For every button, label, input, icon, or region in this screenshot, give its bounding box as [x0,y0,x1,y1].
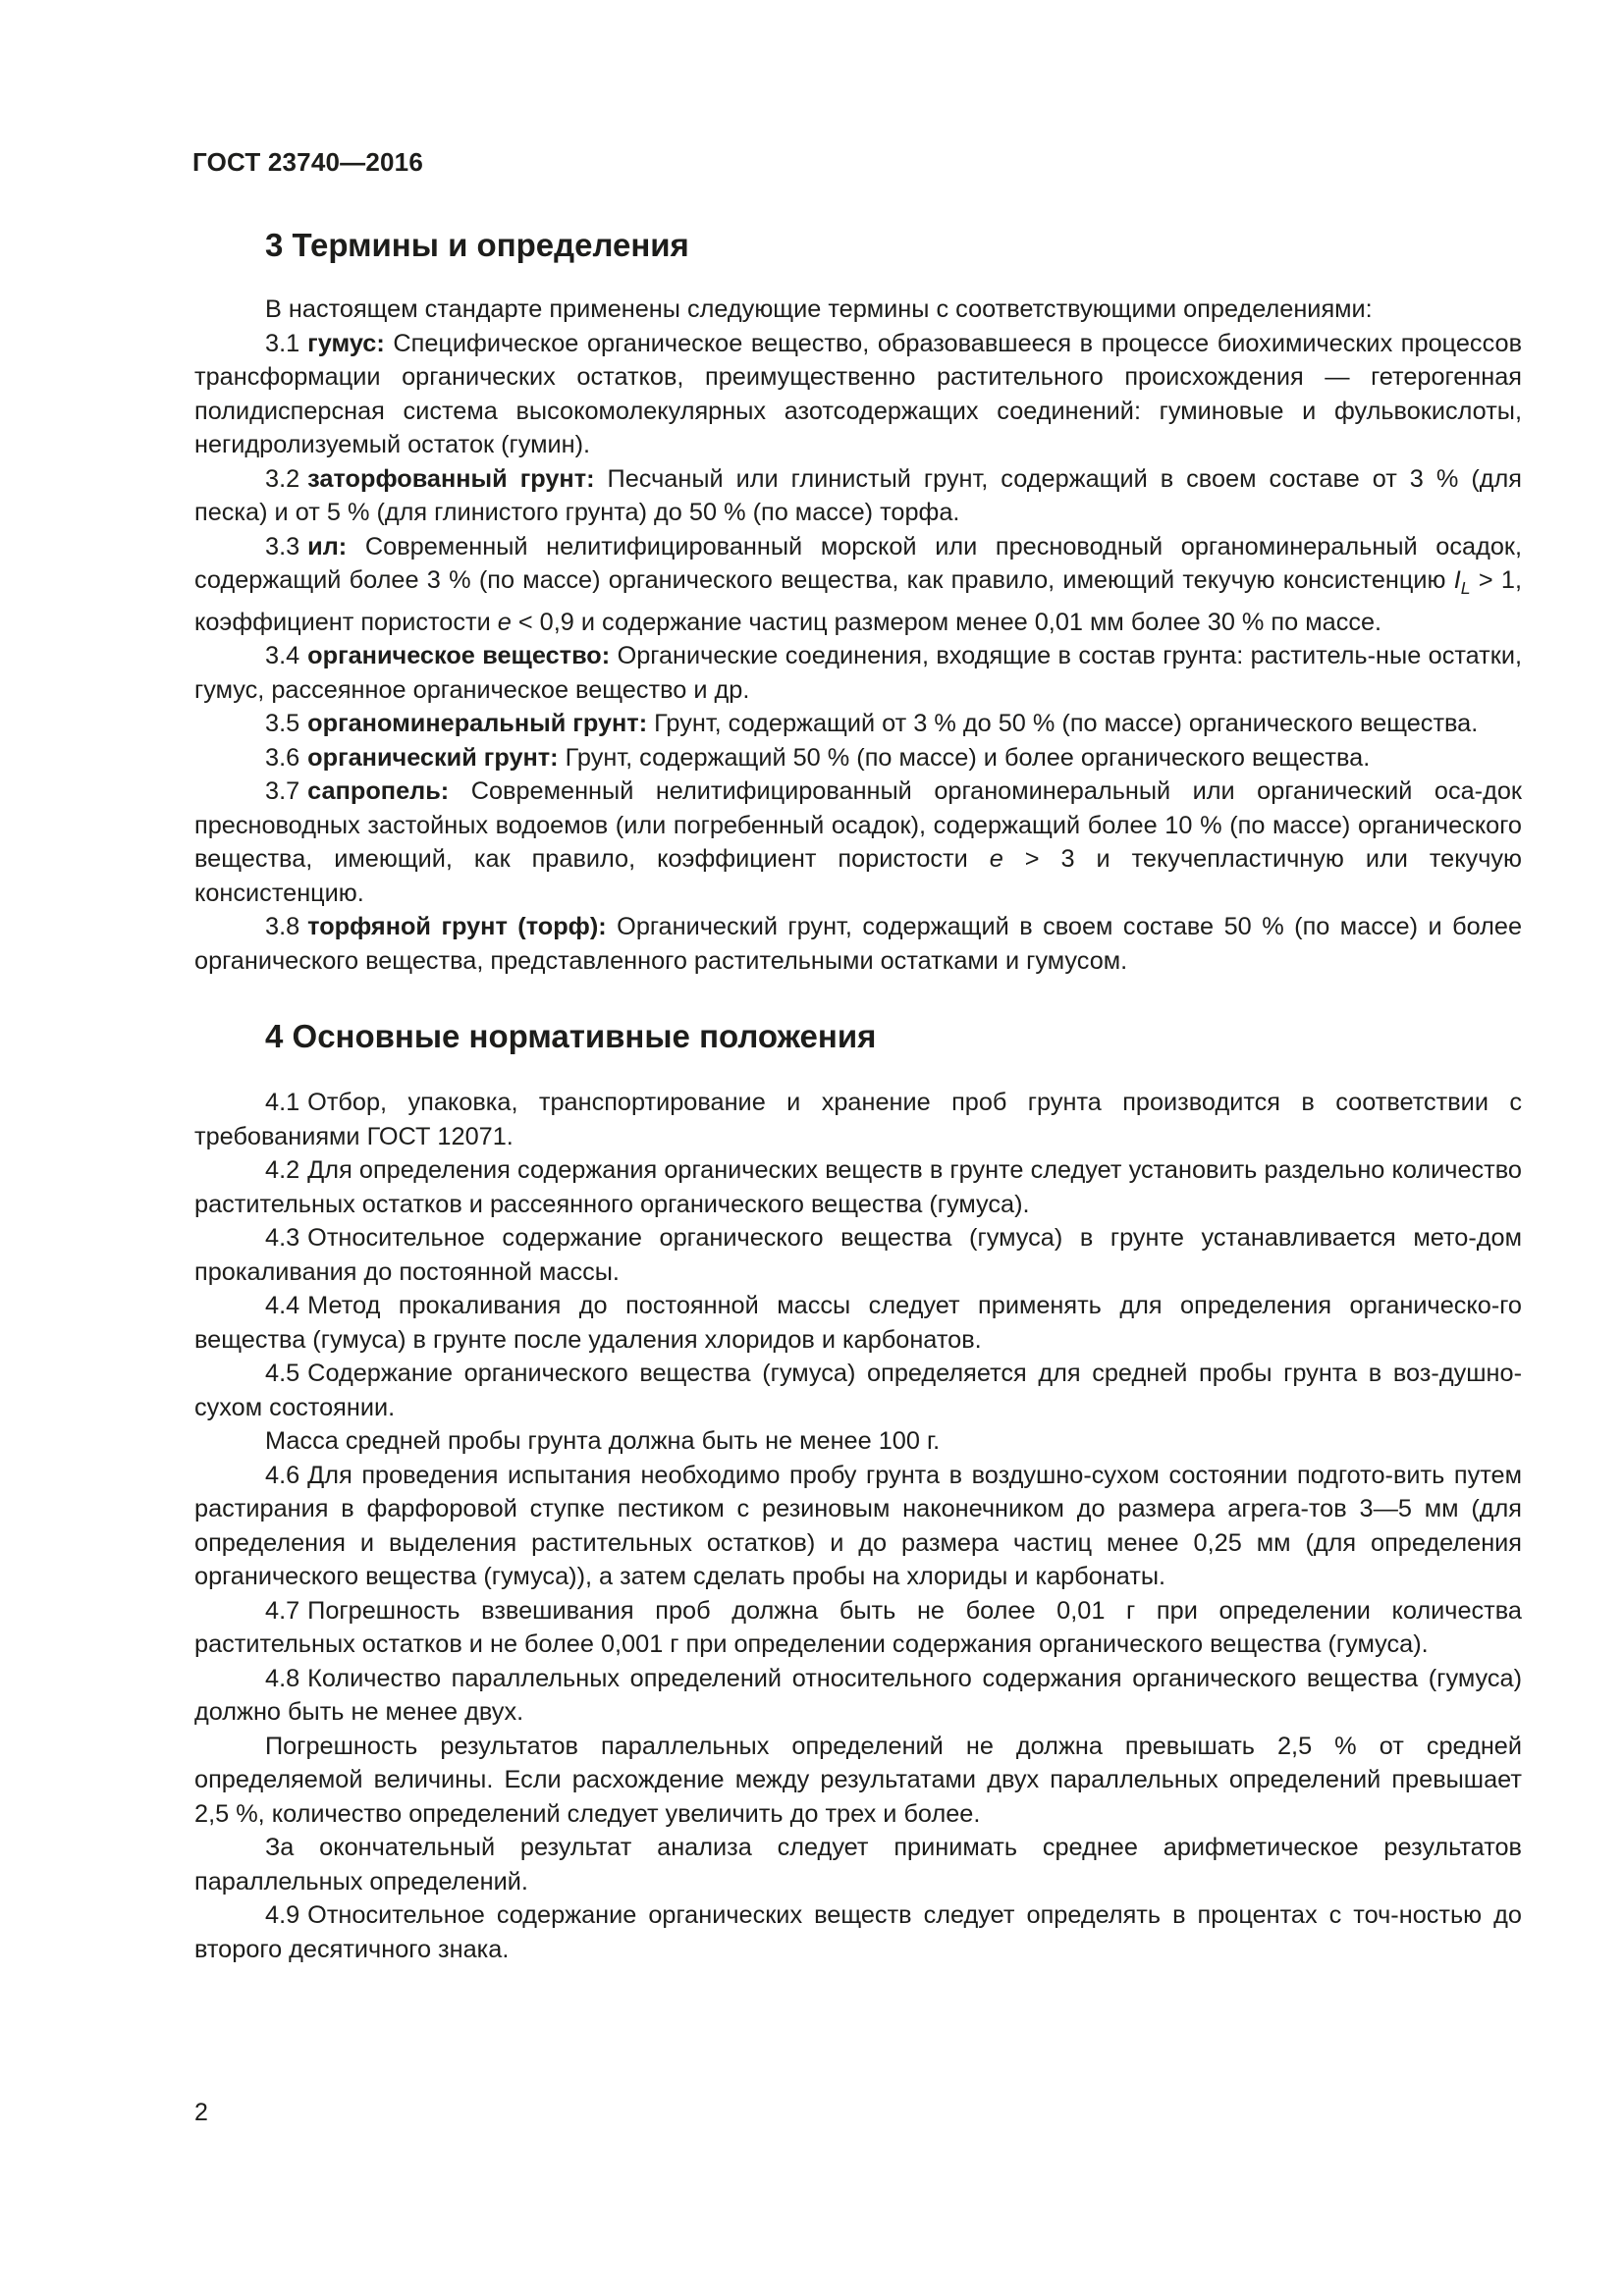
paragraph-4-2: 4.2 Для определения содержания органических веществ в грунте следует установить раздельно количество растительных остатков и рассеянного органического вещества (гумуса). [194,1156,1522,1218]
term-label: заторфованный грунт: [307,464,595,493]
section-3-title: 3 Термины и определения [265,227,689,263]
section-4-title: 4 Основные нормативные положения [265,1018,877,1055]
term-label: органоминеральный грунт: [307,710,648,738]
term-label: торфяной грунт (торф): [307,913,607,941]
term-label: органическое вещество: [307,642,611,670]
section-3-intro: В настоящем стандарте применены следующие термины с соответствующими определениями: [265,295,1373,323]
symbol-L-subscript: L [1460,578,1471,599]
paragraph-4-5-mass: Масса средней пробы грунта должна быть не менее 100 г. [265,1427,941,1456]
paragraph-4-9: 4.9 Относительное содержание органических веществ следует определять в процентах с точ-ностью до второго десятичного знака. [194,1901,1522,1963]
document-header: ГОСТ 23740—2016 [192,147,423,177]
paragraph-4-5: 4.5 Содержание органического вещества (гумуса) определяется для средней пробы грунта в воз-душно-сухом состоянии. [194,1360,1522,1421]
paragraph-4-8-result: За окончательный результат анализа следует принимать среднее арифметическое результатов параллельных определений. [194,1834,1522,1896]
paragraph-4-4: 4.4 Метод прокаливания до постоянной массы следует применять для определения органическо-го вещества (гумуса) в грунте после удаления хлоридов и карбонатов. [194,1292,1522,1354]
paragraph-4-7: 4.7 Погрешность взвешивания проб должна быть не более 0,01 г при определении количества растительных остатков и не более 0,001 г при определении содержания органического вещества (гумуса). [194,1596,1522,1659]
term-3-2: 3.2 заторфованный грунт: Песчаный или глинистый грунт, содержащий в своем составе от 3 % (для песка) и от 5 % (для глинистого грунта) до 50 % (по массе) торфа. [194,464,1522,526]
paragraph-4-1: 4.1 Отбор, упаковка, транспортирование и хранение проб грунта производится в соответствии с требованиями ГОСТ 12071. [194,1089,1522,1150]
page-number: 2 [194,2099,208,2126]
symbol-e: e [497,608,512,636]
paragraph-4-8-error: Погрешность результатов параллельных определений не должна превышать 2,5 % от средней определяемой величины. Если расхождение между результатами двух параллельных определений превышает 2,5 %, количество определений следует увеличить до трех и более. [194,1732,1522,1828]
term-label: органический грунт: [307,743,559,772]
term-label: сапропель: [307,777,450,806]
term-3-6: 3.6 органический грунт: Грунт, содержащий 50 % (по массе) и более органического вещества. [265,743,1371,772]
term-3-5: 3.5 органоминеральный грунт: Грунт, содержащий от 3 % до 50 % (по массе) органического вещества. [265,710,1479,738]
term-3-8: 3.8 торфяной грунт (торф): Органический грунт, содержащий в своем составе 50 % (по массе) и более органического вещества, представленного растительными остатками и гумусом. [194,913,1523,975]
paragraph-4-6: 4.6 Для проведения испытания необходимо пробу грунта в воздушно-сухом состоянии подгото-вить путем растирания в фарфоровой ступке пестиком с резиновым наконечником до размера агрега-тов 3—5 мм (для определения и выделения растительных остатков) и до размера частиц менее 0,25 мм (для определения органического вещества (гумуса)), а затем сделать пробы на хлориды и карбонаты. [194,1461,1522,1591]
page-content [194,226,1522,1966]
term-3-4: 3.4 органическое вещество: Органические соединения, входящие в состав грунта: раститель-ные остатки, гумус, рассеянное органическое вещество и др. [194,642,1522,704]
paragraph-4-3: 4.3 Относительное содержание органического вещества (гумуса) в грунте устанавливается мето-дом прокаливания до постоянной массы. [194,1224,1522,1286]
term-3-3: 3.3 ил: Современный нелитифицированный морской или пресноводный органоминеральный осадок, содержащий более 3 % (по массе) органического вещества, как правило, имеющий текучую консистенцию $I_L > 1$, коэффициент пористости e < 0,9 и содержание частиц размером менее 0,01 мм более 30 % по массе. [194,532,1523,636]
term-label: гумус: [307,329,385,357]
paragraph-4-8: 4.8 Количество параллельных определений относительного содержания органического вещества (гумуса) должно быть не менее двух. [194,1664,1522,1727]
symbol-I: I [1453,566,1461,594]
term-3-7: 3.7 сапропель: Современный нелитифицированный органоминеральный или органический оса-док пресноводных застойных водоемов (или погребенный осадок), содержащий более 10 % (по массе) органического вещества, имеющий, как правило, коэффициент пористости e > 3 и текучепластичную или текучую консистенцию. [194,777,1522,907]
term-3-1: 3.1 гумус: Специфическое органическое вещество, образовавшееся в процессе биохимических процессов трансформации органических остатков, преимущественно растительного происхождения — гетерогенная полидисперсная система высокомолекулярных азотсодержащих соединений: гуминовые и фульвокислоты, негидролизуемый остаток (гумин). [194,329,1523,458]
symbol-e: e [989,845,1003,874]
term-label: ил: [307,532,348,561]
